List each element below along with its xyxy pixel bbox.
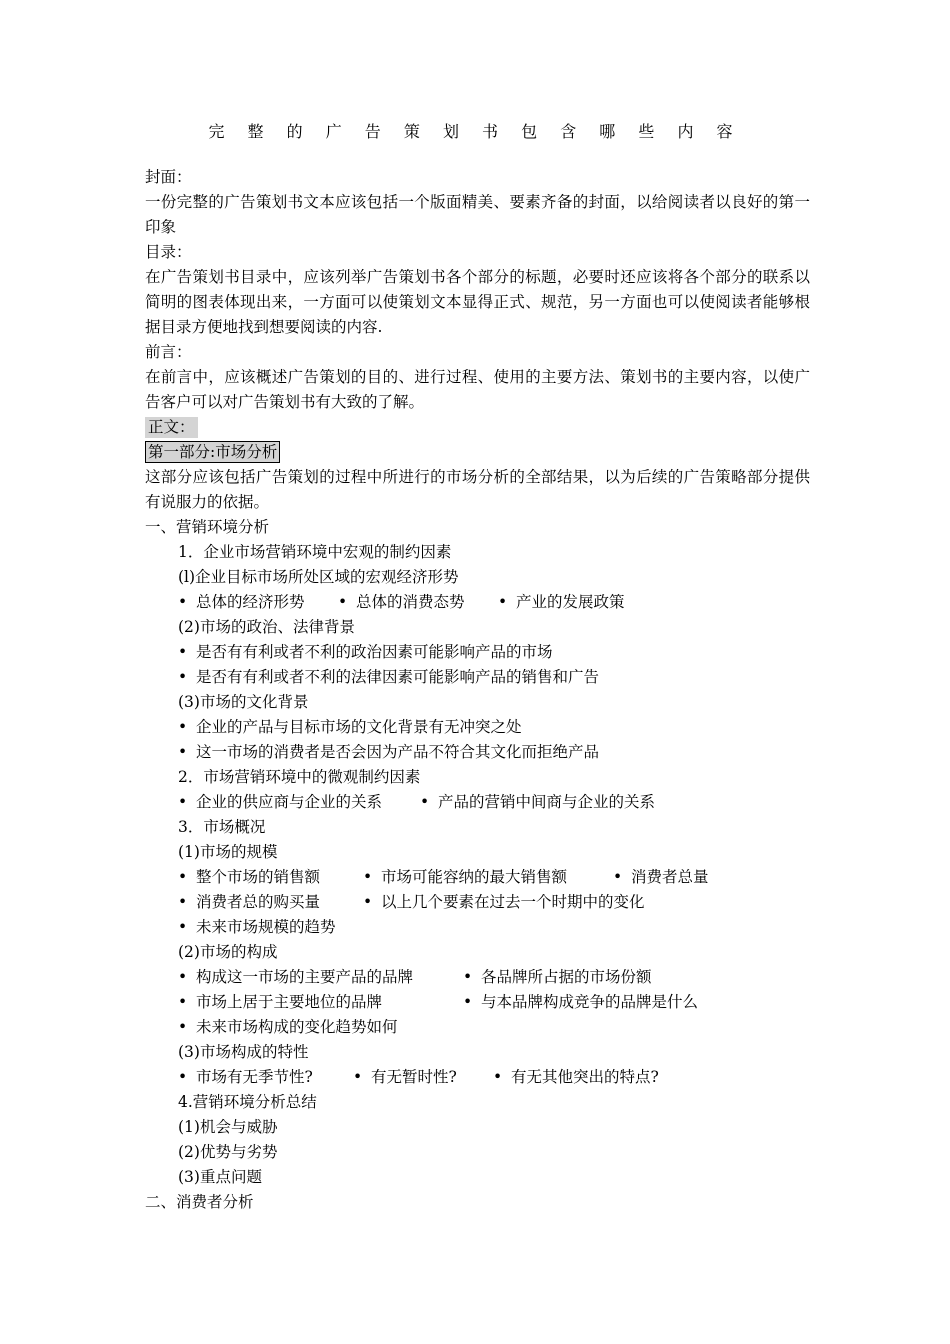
section2-title: 二、消费者分析 — [145, 1193, 254, 1211]
list-item: • 消费者总的购买量 — [178, 890, 363, 915]
list-item: • 这一市场的消费者是否会因为产品不符合其文化而拒绝产品 — [178, 740, 599, 765]
s1-a-bullets — [145, 590, 810, 615]
list-item: • 市场有无季节性? — [178, 1065, 353, 1090]
part1-title: 第一部分:市场分析 — [145, 441, 280, 463]
cover-text: 一份完整的广告策划书文本应该包括一个版面精美、要素齐备的封面，以给阅读者以良好的第一印象 — [145, 193, 810, 236]
list-item: • 有无暂时性? — [353, 1065, 493, 1090]
part1-intro: 这部分应该包括广告策划的过程中所进行的市场分析的全部结果，以为后续的广告策略部分提供有说服力的依据。 — [145, 468, 810, 511]
list-item: • 有无其他突出的特点? — [493, 1065, 659, 1090]
list-item: • 是否有有利或者不利的政治因素可能影响产品的市场 — [178, 640, 553, 665]
s3-title: 3．市场概况 — [178, 818, 266, 836]
list-item: • 各品牌所占据的市场份额 — [463, 965, 652, 990]
toc-text: 在广告策划书目录中，应该列举广告策划书各个部分的标题，必要时还应该将各个部分的联系以简明的图表体现出来，一方面可以使策划文本显得正式、规范，另一方面也可以使阅读者能够根据目录方便地找到想要阅读的内容. — [145, 268, 810, 336]
document-body — [145, 165, 810, 1215]
s2-bullets — [145, 790, 810, 815]
list-item: • 产业的发展政策 — [498, 590, 625, 615]
preface-text: 在前言中，应该概述广告策划的目的、进行过程、使用的主要方法、策划书的主要内容，以使广告客户可以对广告策划书有大致的了解。 — [145, 368, 810, 411]
list-item: • 以上几个要素在过去一个时期中的变化 — [363, 890, 645, 915]
s1-b-title: (2)市场的政治、法律背景 — [178, 618, 355, 636]
list-item: • 消费者总量 — [613, 865, 709, 890]
list-item: • 产品的营销中间商与企业的关系 — [420, 790, 655, 815]
section1-title: 一、营销环境分析 — [145, 518, 270, 536]
list-item: • 与本品牌构成竞争的品牌是什么 — [463, 990, 698, 1015]
s1-c-title: (3)市场的文化背景 — [178, 693, 309, 711]
list-item: (1)机会与威胁 — [178, 1118, 278, 1136]
s3-c-title: (3)市场构成的特性 — [178, 1043, 309, 1061]
s3-b-title: (2)市场的构成 — [178, 943, 278, 961]
cover-heading: 封面： — [145, 168, 192, 186]
list-item: (3)重点问题 — [178, 1168, 262, 1186]
main-heading: 正文： — [145, 417, 198, 438]
toc-heading: 目录： — [145, 243, 192, 261]
s3-a-title: (1)市场的规模 — [178, 843, 278, 861]
list-item: • 市场可能容纳的最大销售额 — [363, 865, 613, 890]
s2-title: 2．市场营销环境中的微观制约因素 — [178, 768, 421, 786]
list-item: • 企业的产品与目标市场的文化背景有无冲突之处 — [178, 715, 522, 740]
list-item: • 构成这一市场的主要产品的品牌 — [178, 965, 463, 990]
list-item: • 是否有有利或者不利的法律因素可能影响产品的销售和广告 — [178, 665, 599, 690]
s4-title: 4.营销环境分析总结 — [178, 1093, 317, 1111]
list-item: • 企业的供应商与企业的关系 — [178, 790, 420, 815]
preface-heading: 前言： — [145, 343, 192, 361]
s1-title: 1．企业市场营销环境中宏观的制约因素 — [178, 543, 452, 561]
list-item: (2)优势与劣势 — [178, 1143, 278, 1161]
list-item: • 总体的消费态势 — [338, 590, 498, 615]
list-item: • 未来市场构成的变化趋势如何 — [178, 1015, 398, 1040]
list-item: • 未来市场规模的趋势 — [178, 915, 336, 940]
s1-a-title: (l)企业目标市场所处区域的宏观经济形势 — [178, 568, 459, 586]
list-item: • 整个市场的销售额 — [178, 865, 363, 890]
list-item: • 总体的经济形势 — [178, 590, 338, 615]
list-item: • 市场上居于主要地位的品牌 — [178, 990, 463, 1015]
document-title: 完 整 的 广 告 策 划 书 包 含 哪 些 内 容 — [208, 122, 742, 141]
